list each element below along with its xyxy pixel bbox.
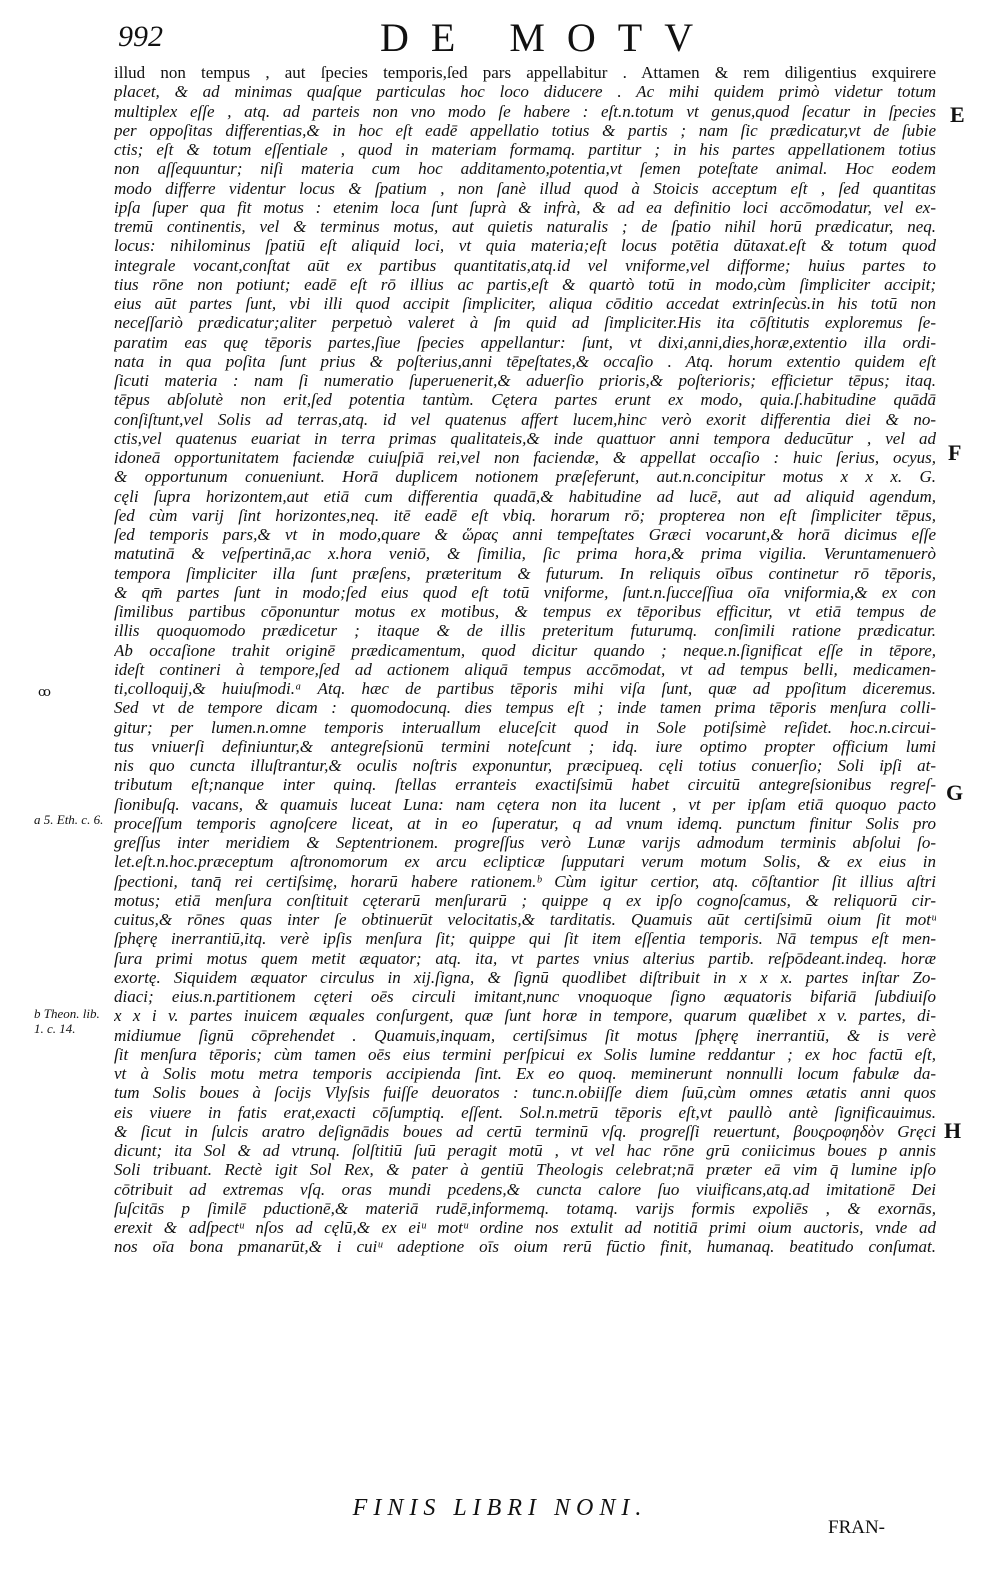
text-line: multiplex eſſe , atq. ad parteis non vno modo ſe habere : eſt.n.totum vt genus,quod ſecatur in ſpecies xyxy=(114,101,936,121)
text-line: tius rōne non potiunt; eadē eſt rō illius ac partis,eſt & quartò totū in modo,cùm ſimpliciter accipit; xyxy=(114,274,936,294)
text-line: idoneā opportunitatem faciendæ cuiuſpiā rei,vel non faciendæ, & appellat occaſio : huic ſerius, ocyus, xyxy=(114,448,936,467)
text-line: vt à Solis motu metra temporis accipienda ſint. Ex eo quoq. meminerunt nonnulli locum fabulæ da- xyxy=(114,1064,936,1083)
text-line: tempora ſimpliciter illa ſunt præſens, præteritum & futurum. In reliquis oībus continetur rō tēporis, xyxy=(114,563,936,583)
text-line: ſphęrę inerrantiū,itq. verè ipſis menſura ſit; quippe qui ſit item eſſentia temporis. Nā tempus eſt men- xyxy=(114,929,936,949)
text-line: diaci; eius.n.partitionem cęteri oēs circuli imitant,nunc vnoquoque ſigno æquatoris bifariā ſubdiuiſo xyxy=(114,987,936,1006)
text-line: eis viuere in fatis erat,exacti cōſumptiq. eſſent. Sol.n.metrū tēporis eſt,vt paullò antè ſignificauimus. xyxy=(114,1102,936,1122)
text-line: midiumue ſignū cōprehendet . Quamuis,inquam, certiſsimus ſit motus ſphęrę inerrantiū, & is verè xyxy=(114,1025,936,1045)
text-line: modo differre videntur locus & ſpatium , non ſanè illud quod à Stoicis acceptum eſt , ſed quantitas xyxy=(114,178,936,198)
text-line: nis quo cuncta illuſtrantur,& oculis noſtris exponuntur, præcipueq. cęli totius conuerſio; Soli ipſi at- xyxy=(114,756,936,775)
margin-note-a: a 5. Eth. c. 6. xyxy=(34,812,104,827)
text-line: illis quoquomodo prædicetur ; itaque & de illis preteritum futurumq. conſimili ratione prædicatur. xyxy=(114,621,936,641)
text-line: let.eſt.n.hoc.præceptum aſtronomorum ex arcu eclipticæ ſupputari verum motum Solis, & ex eius in xyxy=(114,852,936,872)
text-line: ctis; eſt & totum eſſentiale , quod in materiam formamq. partitur ; in his partes appellationem totius xyxy=(114,140,936,159)
text-line: & qm̄ partes ſunt in modo;ſed eius quod eſt totū vniforme, ſunt.n.ſucceſſiua oīa vniformia,& ex con xyxy=(114,582,936,602)
margin-letter-g: G xyxy=(946,780,964,805)
text-line: & opportunum conueniunt. Horā duplicem notionem præſeferunt, aut.n.concipitur motus x x x. G. xyxy=(114,467,936,487)
text-line: tributum eſt;nanque inter quinq. ſtellas erranteis exactiſsimū habet circuitū antegreſsionibus regreſ- xyxy=(114,775,936,795)
margin-letter-f: F xyxy=(948,440,962,465)
text-line: ſpectioni, tanq̄ rei certiſsimę, horarū habere rationem.ᵇ Cùm igitur certior, atq. cōſtantior ſit illius aſtri xyxy=(114,871,936,891)
text-line: ſed cùm varij ſint horizontes,neq. itē eadē eſt vbiq. horarum rō; propterea non eſt ſimpliciter tēpus, xyxy=(114,505,936,525)
text-line: ſionibuſq. vacans, & quamuis luceat Luna: nam cętera non ita lucent , vt per ipſam etiā quoquo pacto xyxy=(114,794,936,814)
text-line: conſiſtunt,vel Solis ad terras,atq. id vel quatenus affert lucem,hinc verò exorit differentia diei & no- xyxy=(114,409,936,429)
text-line: tum Solis boues à ſocijs Vlyſsis fuiſſe deuoratos : tunc.n.obiiſſe diem ſuū,cùm omnes ætatis anni quos xyxy=(114,1083,936,1103)
text-line: non aſſequuntur; niſi materia cum hoc additamento,potentia,vt ſemen poteſtate animal. Hoc eodem xyxy=(114,159,936,179)
text-line: Sed vt de tempore dicam : quomodocunq. dies tempus eſt ; inde tamen prima tēporis menſura colli- xyxy=(114,698,936,718)
margin-letter-e: E xyxy=(950,102,965,127)
text-line: ſura primi motus quem metit æquator; atq. ita, vt partes vnius alterius partib. reſpōdeant.indeq. horæ xyxy=(114,948,936,968)
running-head: DE MOTV xyxy=(380,15,716,60)
text-line: dicunt; ita Sol & ad vtrunq. ſolſtitiū ſuū peragit motū , vt vel hac rōne grū coniicimus boues p annis xyxy=(114,1141,936,1160)
text-line: eius aūt partes ſunt, vbi illi quod accipit ſimpliciter, aliqua cōditio accedat extrinſecùs.in his totū non xyxy=(114,294,936,313)
text-line: x x i v. partes inuicem æquales conſurgent, quæ ſunt horæ in tempore, quarum quælibet x v. partes, di- xyxy=(114,1006,936,1026)
text-line: locus: nihilominus ſpatiū eſt aliquid loci, vt quia materia;eſt locus potētia dūtaxat.eſt & totum quod xyxy=(114,236,936,256)
text-line: cōtribuit ad extremas vſq. oras mundi pcedens,& cuncta calore ſuo viuificans,atq.ad imitationē Dei xyxy=(114,1179,936,1199)
text-line: ctis,vel quatenus euariat in terra primas qualitateis,& inde quattuor anni tempora deducūtur , vel ad xyxy=(114,428,936,448)
text-line: tremū continentis, vel & terminus motus, aut quietis naturalis ; de ſpatio nihil horū prædicatur, neq. xyxy=(114,217,936,236)
text-line: matutinā & veſpertinā,ac x.hora veniō, & ſimilia, ſic prima hora,& prima vigilia. Veruntamenuerò xyxy=(114,544,936,564)
text-line: per oppoſitas differentias,& in hoc eſt eadē appellatio totius & partis ; nam ſic prædicatur,vt de ſubie xyxy=(114,120,936,140)
text-line: nos oīa bona pmanarūt,& i cuiᵘ adeptione oīs oium rerū fūctio finit, humanaq. beatitudo conſumat. xyxy=(114,1237,936,1257)
text-line: ſimilibus partibus cōponuntur motus ex motibus, & tempus ex tēporibus efficitur, vt etiā tempus de xyxy=(114,602,936,621)
text-line: neceſſariò prædicatur;aliter perpetuò valeret à ſm quid ad ſimpliciter.His ita cōſtitutis exploremus ſe- xyxy=(114,313,936,333)
text-line: exortę. Siquidem æquator circulus in xij.ſigna, & ſignū quodlibet diſtribuit in x x x. partes inſtar Zo- xyxy=(114,967,936,987)
text-line: proceſſum temporis agnoſcere liceat, at in eo ſuperatur, q ad vnum idemq. punctum finitur Solis pro xyxy=(114,813,936,833)
text-line: nata in qua poſita ſunt prius & poſterius,anni tēpeſtates,& occaſio . Atq. horum extentio quidem eſt xyxy=(114,351,936,371)
text-line: motus; etiā menſura conſtituit cęterarū menſurarū ; quippe q ex ipſo cognoſcamus, & reliquorū cir- xyxy=(114,890,936,910)
text-line: ipſa ſuper qua fit motus : etenim loca ſunt ſuprà & infrà, & ad ea definitio loci accōmodatur, vel ex- xyxy=(114,197,936,217)
text-line: ſicuti materia : nam ſi numeratio ſuperuenerit,& aduerſio prioris,& poſterioris; efficietur tēpus; itaq. xyxy=(114,371,936,390)
text-line: ſuſcitās p ſimilē pductionē,& materiā rudē,informemq. totamq. varijs formis expoliēs , & exornās, xyxy=(114,1198,936,1218)
text-line: illud non tempus , aut ſpecies temporis,ſed pars appellabitur . Attamen & rem diligentius exquirere xyxy=(114,63,936,82)
text-line: Ab occaſione trahit originē prædicamentum, quod dicitur quando ; neque.n.ſignificat eſſe in tēpore, xyxy=(114,640,936,660)
body-text xyxy=(114,63,936,1257)
text-line: & ſicut in ſulcis aratro deſignādis boues ad certū terminū vſq. progreſſi reuertunt, βουςροφηδὸν Gręci xyxy=(114,1121,936,1141)
page-header xyxy=(0,14,1000,62)
text-line: tēpus abſolutè non erit,ſed potentia tantùm. Cętera partes erunt ex modo, quia.ſ.habitudine quādā xyxy=(114,390,936,410)
text-line: greſſus inter meridiem & Septentrionem. progreſſus verò Lunæ varijs admodum terminis abſolui ſo- xyxy=(114,833,936,852)
finis-line: FINIS LIBRI NONI. xyxy=(352,1495,648,1521)
text-line: ſed temporis pars,& vt in modo,quare & ὥρας anni tempeſtates Græci vocarunt,& horā dicimus eſſe xyxy=(114,525,936,544)
margin-note-b: b Theon. lib. 1. c. 14. xyxy=(34,1006,100,1036)
catchword: FRAN- xyxy=(828,1517,886,1538)
margin-mark: ꝏ xyxy=(38,684,51,699)
text-line: erexit & adſpectᵘ nſos ad cęlū,& ex eiᵘ motᵘ ordine nos extulit ad notitiā primi oium auctoris, vnde ad xyxy=(114,1218,936,1237)
margin-letter-h: H xyxy=(944,1118,962,1143)
text-line: integrale vocant,conſtat aūt ex partibus quantitatis,atq.id vel vniforme,vel difforme; huius partes to xyxy=(114,255,936,275)
text-line: ideſt contineri à tempore,ſed ad actionem aliquā tempus accōmodat, vt ad tempus belli, medicamen- xyxy=(114,659,936,679)
text-line: cęli ſupra horizontem,aut etiā cum differentia quadā,& habitudine ad lucē, aut ad aliquid agendum, xyxy=(114,486,936,506)
text-line: cuitus,& rōnes quas inter ſe obtinuerūt velocitatis,& tarditatis. Quamuis aūt certiſsimū oium ſit motᵘ xyxy=(114,910,936,929)
text-line: Soli tribuant. Rectè igit Sol Rex, & pater à gentiū Theologis celebrat;nā præter eā vim q̄ lumine ipſo xyxy=(114,1160,936,1180)
text-line: placet, & ad minimas quaſque particulas hoc loco diducere . Ac mihi quidem primò videtur totum xyxy=(114,82,936,102)
text-line: ti,colloquij,& huiuſmodi.ᵃ Atq. hæc de partibus tēporis mihi viſa ſunt, quæ ad ppoſitum diceremus. xyxy=(114,679,936,698)
text-line: ſit menſura tēporis; cùm tamen oēs eius termini perſpicui ex Solis lumine reddantur ; ex hoc factū eſt, xyxy=(114,1044,936,1064)
page-number: 992 xyxy=(118,20,163,53)
text-line: gitur; per lumen.n.omne temporis interuallum eluceſcit quod in Sole potiſsimè reſidet. hoc.n.circui- xyxy=(114,717,936,737)
text-line: tus vniuerſi definiuntur,& antegreſsionū termini noteſcunt ; idq. iure optimo propter officium lumi xyxy=(114,736,936,756)
text-line: paratim eas quę tēporis partes,ſiue ſpecies appellantur: ſunt, vt dixi,anni,dies,horæ,extentio illa ordi- xyxy=(114,332,936,352)
